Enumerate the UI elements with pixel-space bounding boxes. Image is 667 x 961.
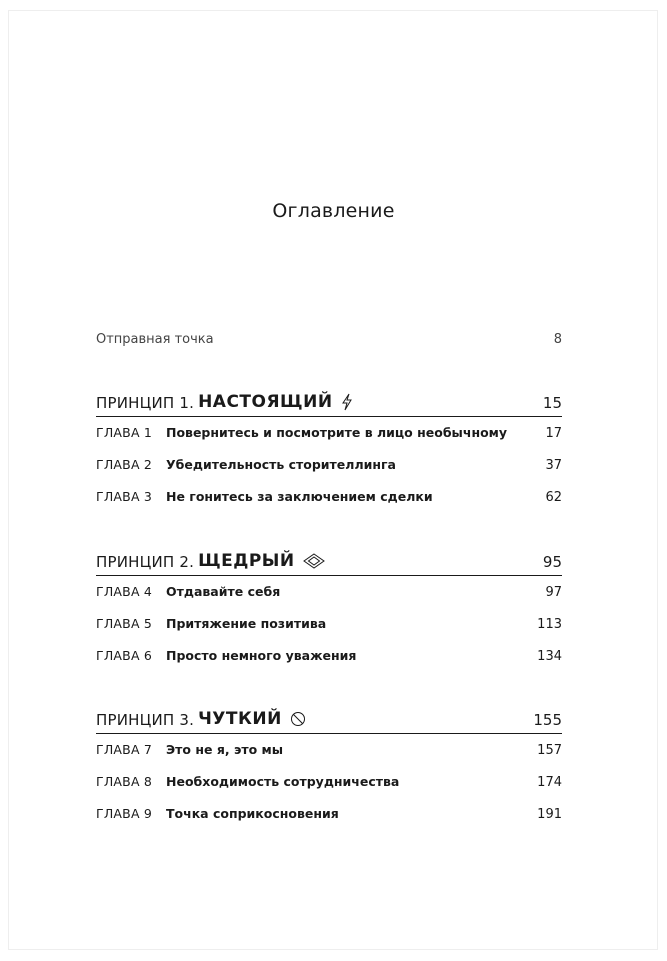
- principle-section-2: [96, 549, 562, 672]
- principle-section-3: [96, 707, 562, 830]
- chapter-row[interactable]: [96, 449, 562, 481]
- chapter-number: ГЛАВА 8: [96, 774, 153, 789]
- chapter-page: 174: [537, 775, 562, 790]
- chapter-row[interactable]: [96, 608, 562, 640]
- chapter-row[interactable]: [96, 576, 562, 608]
- lightning-icon: [341, 392, 353, 412]
- principle-heading[interactable]: [96, 549, 562, 576]
- chapter-page: 134: [537, 649, 562, 664]
- toc-entry-start[interactable]: [96, 332, 562, 347]
- chapter-number: ГЛАВА 6: [96, 648, 153, 663]
- diamond-icon: [303, 551, 325, 571]
- principle-name: НАСТОЯЩИЙ: [198, 392, 333, 412]
- chapter-title: Просто немного уважения: [166, 648, 357, 663]
- chapter-number: ГЛАВА 7: [96, 742, 153, 757]
- chapter-title: Необходимость сотрудничества: [166, 774, 400, 789]
- chapter-title: Повернитесь и посмотрите в лицо необычному: [166, 425, 508, 440]
- chapter-number: ГЛАВА 2: [96, 457, 153, 472]
- principle-section-1: [96, 390, 562, 513]
- chapter-number: ГЛАВА 4: [96, 584, 153, 599]
- principle-heading[interactable]: [96, 707, 562, 734]
- chapter-title: Притяжение позитива: [166, 616, 327, 631]
- principle-page: 15: [542, 394, 562, 412]
- chapter-row[interactable]: [96, 481, 562, 513]
- chapter-number: ГЛАВА 5: [96, 616, 153, 631]
- chapter-number: ГЛАВА 9: [96, 806, 153, 821]
- principle-name: ЧУТКИЙ: [198, 709, 282, 729]
- principle-label: ПРИНЦИП 2.: [96, 553, 195, 571]
- principle-page: 95: [542, 553, 562, 571]
- chapter-page: 17: [545, 426, 562, 441]
- chapter-page: 157: [537, 743, 562, 758]
- chapter-row[interactable]: [96, 766, 562, 798]
- chapter-page: 62: [545, 490, 562, 505]
- principle-heading[interactable]: [96, 390, 562, 417]
- chapter-page: 37: [545, 458, 562, 473]
- chapter-title: Не гонитесь за заключением сделки: [166, 489, 433, 504]
- toc-entry-page: 8: [553, 332, 562, 347]
- chapter-title: Это не я, это мы: [166, 742, 284, 757]
- page-title: Оглавление: [272, 200, 395, 222]
- principle-label: ПРИНЦИП 3.: [96, 711, 195, 729]
- chapter-row[interactable]: [96, 417, 562, 449]
- principle-label: ПРИНЦИП 1.: [96, 394, 195, 412]
- chapter-page: 97: [545, 585, 562, 600]
- chapter-number: ГЛАВА 3: [96, 489, 153, 504]
- chapter-title: Точка соприкосновения: [166, 806, 339, 821]
- chapter-row[interactable]: [96, 798, 562, 830]
- principle-page: 155: [533, 711, 562, 729]
- prohibited-circle-icon: [290, 709, 306, 729]
- chapter-number: ГЛАВА 1: [96, 425, 153, 440]
- toc-entry-label: Отправная точка: [96, 332, 214, 347]
- principle-name: ЩЕДРЫЙ: [198, 551, 295, 571]
- chapter-page: 113: [537, 617, 562, 632]
- chapter-page: 191: [537, 807, 562, 822]
- chapter-title: Отдавайте себя: [166, 584, 281, 599]
- chapter-row[interactable]: [96, 640, 562, 672]
- chapter-title: Убедительность сторителлинга: [166, 457, 396, 472]
- chapter-row[interactable]: [96, 734, 562, 766]
